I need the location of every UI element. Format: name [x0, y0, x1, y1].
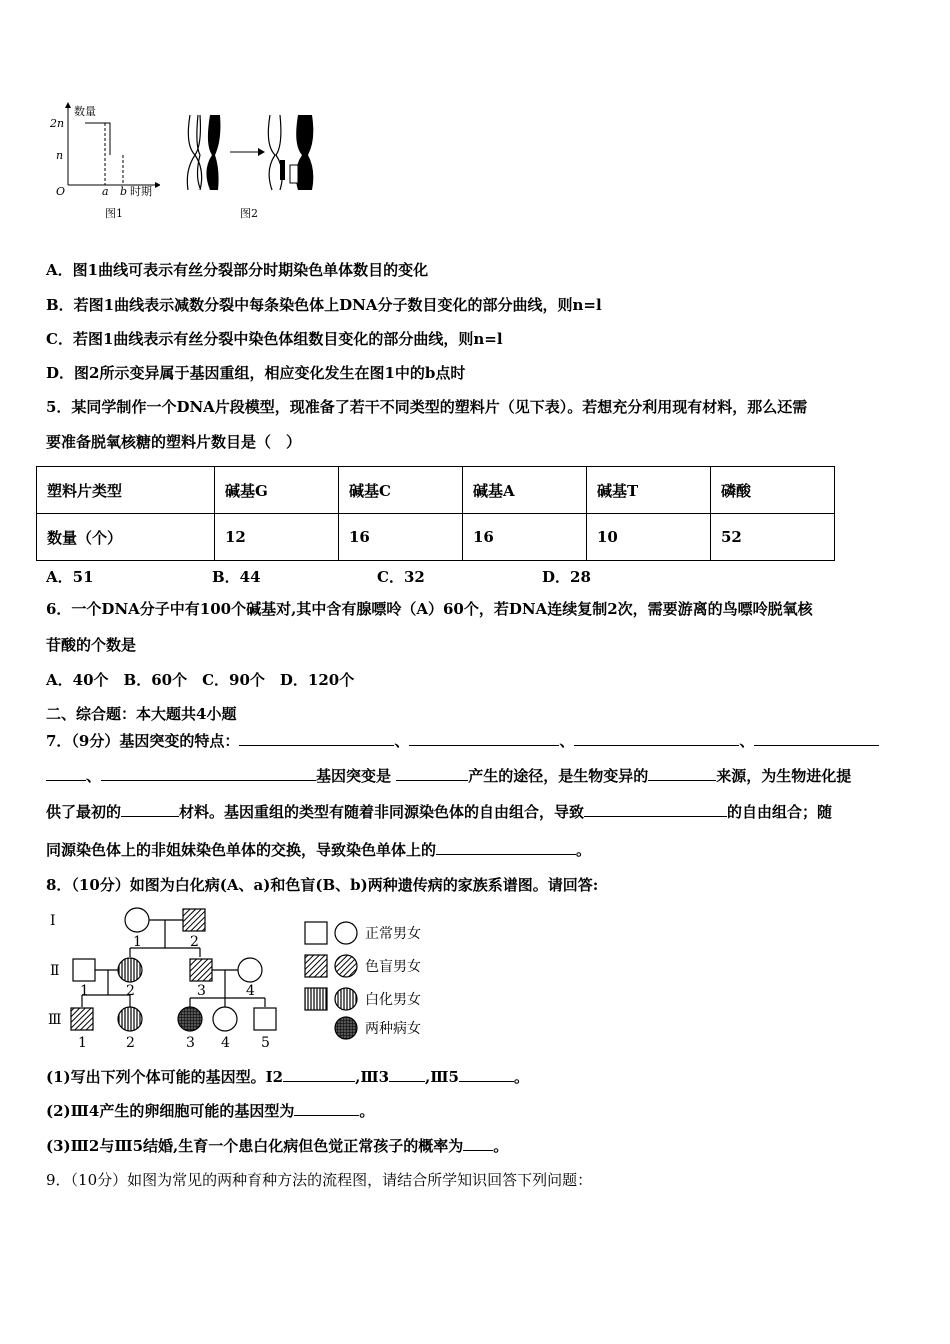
text: 、 [86, 767, 102, 785]
individual-number: 2 [126, 983, 135, 999]
text: 。 [513, 1068, 529, 1086]
table-cell: 16 [463, 514, 587, 561]
q8-stem: 8．（10分）如图为白化病(A、a)和色盲(B、b)两种遗传病的家族系谱图。请回答: [46, 876, 599, 894]
q7-line4 [46, 840, 591, 860]
text: 同源染色体上的非姐妹染色单体的交换，导致染色单体上的 [46, 841, 437, 859]
q9-stem: 9．（10分）如图为常见的两种育种方法的流程图，请结合所学知识回答下列问题： [46, 1171, 593, 1189]
answer-blank[interactable] [239, 731, 394, 746]
answer-blank[interactable] [409, 731, 559, 746]
text: 7．（9分）基因突变的特点： [46, 732, 240, 750]
q7-line3 [46, 802, 832, 822]
table-cell: 碱基C [339, 467, 463, 514]
legend-label: 白化男女 [365, 992, 421, 1008]
q6-stem-line2: 苷酸的个数是 [46, 636, 137, 654]
answer-blank[interactable] [584, 802, 727, 817]
q4-option-d: D．图2所示变异属于基因重组，相应变化发生在图1中的b点时 [46, 364, 466, 382]
table-cell: 塑料片类型 [37, 467, 215, 514]
tick-a: a [102, 185, 109, 198]
text: 。 [493, 1137, 509, 1155]
text: 基因突变是 [316, 767, 392, 785]
answer-blank[interactable] [648, 766, 716, 781]
text: 的自由组合；随 [727, 803, 833, 821]
figure-2-chromosomes [180, 110, 340, 225]
table-cell: 磷酸 [711, 467, 835, 514]
text: (1)写出下列个体可能的基因型。Ⅰ2 [46, 1068, 284, 1086]
text: ,Ⅲ5 [425, 1068, 459, 1086]
table-cell: 10 [587, 514, 711, 561]
section-2-heading: 二、综合题：本大题共4小题 [46, 705, 237, 723]
answer-blank[interactable] [396, 766, 468, 781]
q5-option-b: B．44 [212, 568, 261, 586]
legend-label: 正常男女 [365, 926, 421, 942]
x-axis-label: 时期 [130, 185, 152, 198]
figure-1-graph [50, 95, 160, 225]
answer-blank[interactable] [754, 731, 879, 746]
individual-number: 1 [80, 983, 89, 999]
answer-blank[interactable] [283, 1067, 355, 1082]
text: (2)Ⅲ4产生的卵细胞可能的基因型为 [46, 1102, 295, 1120]
text: 、 [559, 732, 575, 750]
q4-option-c: C．若图1曲线表示有丝分裂中染色体组数目变化的部分曲线，则n=l [46, 330, 503, 348]
legend-label: 两种病女 [365, 1021, 421, 1037]
tick-n: n [56, 149, 64, 162]
figure-1-caption: 图1 [105, 207, 123, 220]
q5-stem-line1: 5．某同学制作一个DNA片段模型，现准备了若干不同类型的塑料片（见下表）。若想充分利用现有材料，那么还需 [46, 398, 808, 416]
individual-number: 2 [126, 1035, 135, 1051]
answer-blank[interactable] [46, 766, 86, 781]
text: 。 [576, 841, 592, 859]
figure-2-caption: 图2 [240, 207, 258, 220]
answer-blank[interactable] [574, 731, 739, 746]
table-cell: 12 [215, 514, 339, 561]
origin-label: O [56, 185, 66, 198]
table-header-row [37, 467, 835, 514]
table-cell: 数量（个） [37, 514, 215, 561]
text: (3)Ⅲ2与Ⅲ5结婚,生育一个患白化病但色觉正常孩子的概率为 [46, 1137, 464, 1155]
tick-2n: 2n [50, 117, 65, 130]
q4-option-b: B．若图1曲线表示减数分裂中每条染色体上DNA分子数目变化的部分曲线，则n=l [46, 296, 602, 314]
text: 、 [394, 732, 410, 750]
text: 供了最初的 [46, 803, 122, 821]
q4-option-a: A．图1曲线可表示有丝分裂部分时期染色单体数目的变化 [46, 261, 429, 279]
tick-b: b [120, 185, 128, 198]
individual-number: 2 [190, 934, 199, 950]
y-axis-label: 数量 [74, 105, 96, 118]
text: 来源，为生物进化提 [716, 767, 852, 785]
table-cell: 碱基G [215, 467, 339, 514]
answer-blank[interactable] [436, 840, 576, 855]
text: 产生的途径，是生物变异的 [468, 767, 649, 785]
q7-line2 [46, 766, 851, 786]
legend-label: 色盲男女 [365, 959, 421, 975]
generation-label: Ⅱ [50, 963, 60, 979]
answer-blank[interactable] [463, 1136, 493, 1151]
q5-option-c: C．32 [377, 568, 425, 586]
answer-blank[interactable] [121, 802, 179, 817]
individual-number: 4 [221, 1035, 230, 1051]
q6-options: A．40个 B．60个 C．90个 D．120个 [46, 671, 355, 689]
individual-number: 1 [133, 934, 142, 950]
q8-sub1 [46, 1067, 529, 1087]
individual-number: 5 [261, 1035, 270, 1051]
table-cell: 52 [711, 514, 835, 561]
materials-table [36, 466, 835, 561]
text: 、 [739, 732, 755, 750]
q8-sub2 [46, 1101, 374, 1121]
answer-blank[interactable] [101, 766, 316, 781]
q8-sub3 [46, 1136, 508, 1156]
answer-blank[interactable] [294, 1101, 359, 1116]
table-row [37, 514, 835, 561]
q6-stem-line1: 6．一个DNA分子中有100个碱基对,其中含有腺嘌呤（A）60个，若DNA连续复制2次，需要游离的鸟嘌呤脱氧核 [46, 600, 813, 618]
q7-line1 [46, 731, 879, 751]
individual-number: 3 [186, 1035, 195, 1051]
generation-label: Ⅲ [48, 1012, 62, 1028]
q5-stem-line2: 要准备脱氧核糖的塑料片数目是（ ） [46, 433, 302, 451]
individual-number: 1 [78, 1035, 87, 1051]
generation-label: Ⅰ [50, 913, 56, 929]
pedigree-chart [40, 900, 440, 1055]
answer-blank[interactable] [459, 1067, 514, 1082]
table-cell: 碱基T [587, 467, 711, 514]
q5-option-d: D．28 [542, 568, 591, 586]
q5-option-a: A．51 [46, 568, 94, 586]
text: 材料。基因重组的类型有随着非同源染色体的自由组合，导致 [179, 803, 585, 821]
table-cell: 16 [339, 514, 463, 561]
answer-blank[interactable] [389, 1067, 425, 1082]
individual-number: 3 [197, 983, 206, 999]
table-cell: 碱基A [463, 467, 587, 514]
text: ,Ⅲ3 [355, 1068, 390, 1086]
individual-number: 4 [246, 983, 255, 999]
text: 。 [359, 1102, 375, 1120]
